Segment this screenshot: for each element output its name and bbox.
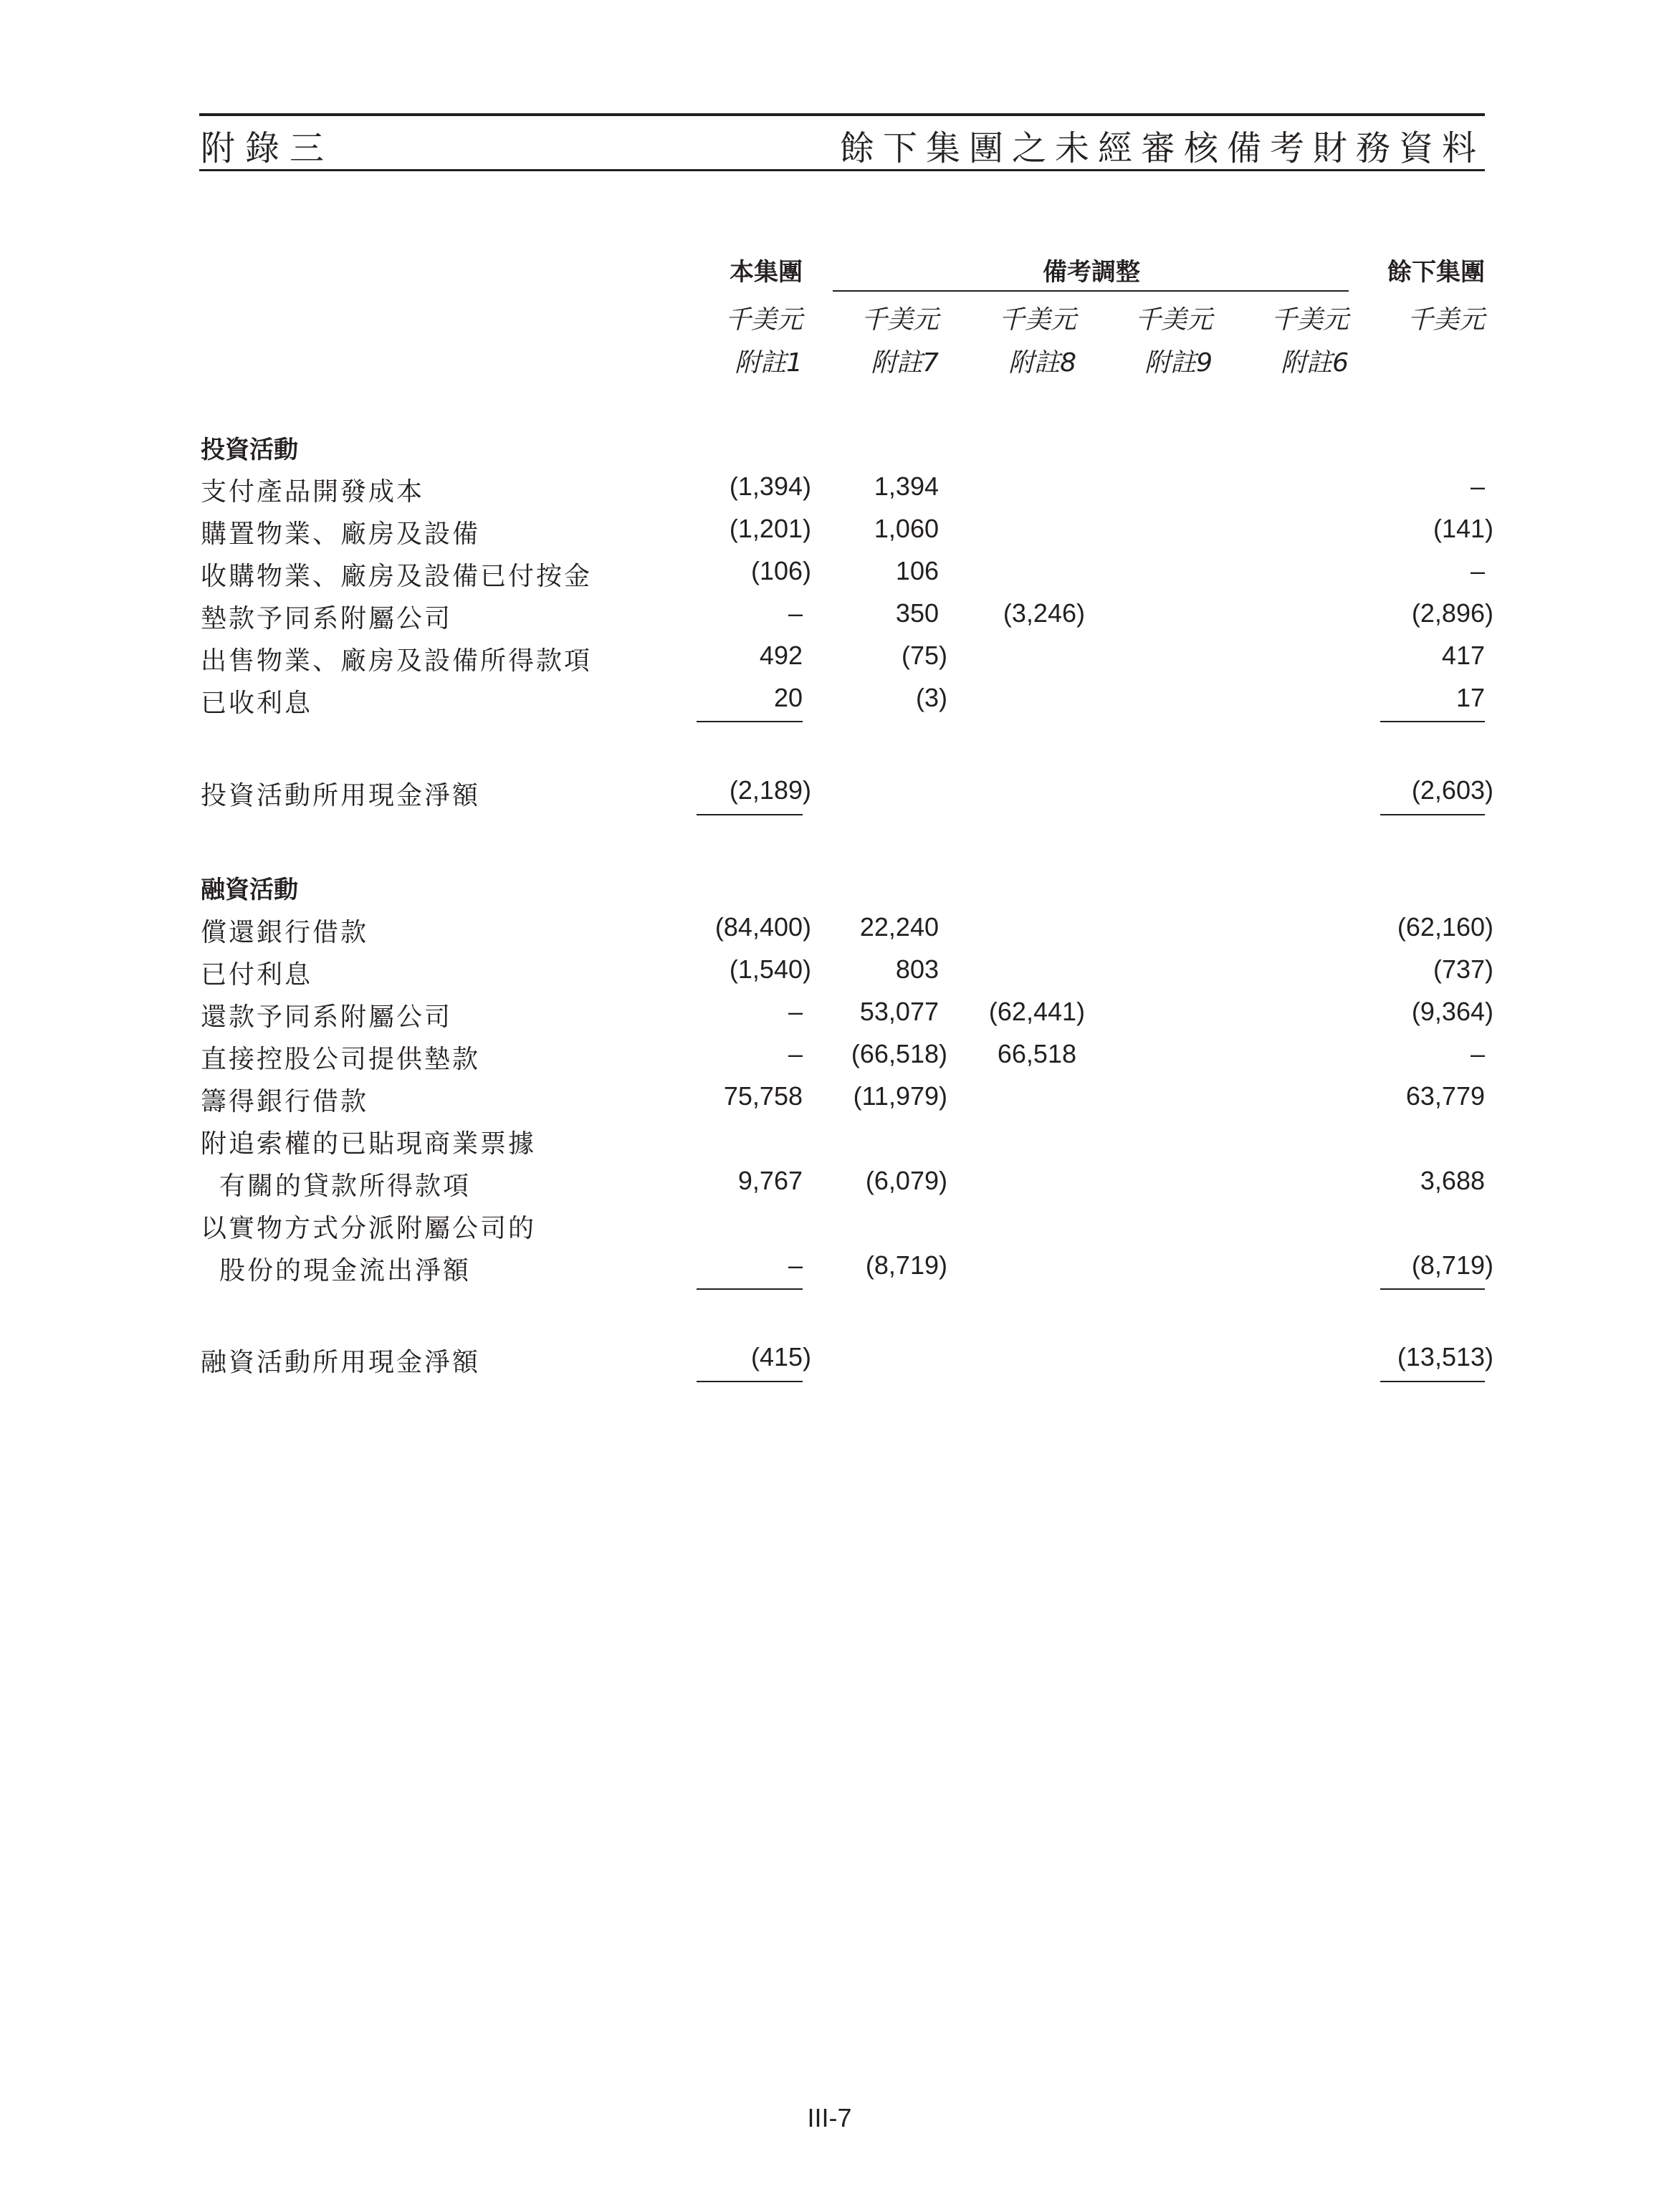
total-label: 融資活動所用現金淨額 (201, 1348, 481, 1377)
cell-remaining: (9,364) (1411, 997, 1493, 1026)
row-label: 直接控股公司提供墊款 (201, 1045, 481, 1074)
cell-note8: 66,518 (997, 1039, 1076, 1068)
cell-remaining: 3,688 (1420, 1166, 1485, 1195)
header-bottom-rule (199, 169, 1485, 171)
row-label: 籌得銀行借款 (201, 1087, 369, 1116)
cell-remaining: 63,779 (1405, 1081, 1485, 1111)
row-label: 已付利息 (201, 960, 313, 990)
cell-remaining: – (1470, 556, 1485, 585)
investing-section-title: 投資活動 (201, 436, 298, 464)
cell-group: – (788, 1039, 803, 1068)
row-label: 償還銀行借款 (201, 918, 369, 947)
cell-note7: 803 (895, 954, 939, 984)
total-rule (697, 814, 803, 815)
adjustments-rule (833, 290, 1349, 292)
total-rule (1380, 1381, 1485, 1382)
row-label: 支付產品開發成本 (201, 477, 425, 507)
cell-remaining: – (1470, 1039, 1485, 1068)
row-label: 還款予同系附屬公司 (201, 1002, 453, 1032)
cell-group: (1,394) (729, 471, 811, 501)
cell-group: (1,540) (729, 954, 811, 984)
cell-remaining: – (1470, 471, 1485, 501)
cell-note7: 22,240 (859, 912, 939, 942)
cell-group: 20 (773, 683, 803, 712)
cell-group: – (788, 1250, 803, 1280)
unit-label: 千美元 (1271, 305, 1349, 335)
row-label: 墊款予同系附屬公司 (201, 604, 453, 633)
unit-label: 千美元 (725, 305, 803, 335)
cell-group: 492 (759, 641, 803, 670)
total-rule (697, 1381, 803, 1382)
subtotal-rule (1380, 721, 1485, 722)
row-label: 出售物業、廠房及設備所得款項 (201, 646, 593, 676)
row-label: 附追索權的已貼現商業票據 (201, 1129, 537, 1159)
unit-label: 千美元 (861, 305, 939, 335)
cell-group: (1,201) (729, 514, 811, 543)
note-label: 附註1 (735, 348, 803, 378)
note-label: 附註6 (1281, 348, 1349, 378)
page-number: III-7 (807, 2103, 852, 2132)
cell-group: – (788, 997, 803, 1026)
cell-note7: (6,079) (865, 1166, 947, 1195)
cell-note7: (66,518) (851, 1039, 947, 1068)
total-group: (2,189) (729, 775, 811, 805)
cell-group: (106) (750, 556, 811, 585)
unit-label: 千美元 (1407, 305, 1485, 335)
cell-group: 75,758 (723, 1081, 803, 1111)
cell-note7: (8,719) (865, 1250, 947, 1280)
row-label: 購置物業、廠房及設備 (201, 520, 481, 549)
note-label: 附註8 (1008, 348, 1076, 378)
cell-note7: (3) (916, 683, 947, 712)
unit-label: 千美元 (1134, 305, 1213, 335)
header-top-rule (199, 113, 1485, 116)
financing-section-title: 融資活動 (201, 876, 298, 904)
row-label: 收購物業、廠房及設備已付按金 (201, 562, 593, 591)
cell-group: – (788, 598, 803, 628)
cell-note7: (11,979) (853, 1081, 947, 1111)
cell-note7: (75) (901, 641, 947, 670)
cell-note7: 106 (895, 556, 939, 585)
cell-note7: 1,394 (874, 471, 939, 501)
cell-remaining: (8,719) (1411, 1250, 1493, 1280)
cell-note7: 1,060 (874, 514, 939, 543)
note-label: 附註9 (1144, 348, 1213, 378)
section-title: 餘下集團之未經審核備考財務資料 (839, 128, 1485, 168)
adjustments-column-header: 備考調整 (1043, 258, 1140, 287)
cell-remaining: (62,160) (1397, 912, 1493, 942)
cell-note8: (62,441) (988, 997, 1085, 1026)
cell-group: (84,400) (714, 912, 811, 942)
remaining-group-column-header: 餘下集團 (1387, 258, 1485, 287)
unit-label: 千美元 (998, 305, 1076, 335)
cell-note7: 350 (895, 598, 939, 628)
cell-remaining: 417 (1441, 641, 1485, 670)
total-group: (415) (750, 1342, 811, 1371)
cell-group: 9,767 (737, 1166, 803, 1195)
group-column-header: 本集團 (730, 258, 803, 287)
total-rule (1380, 814, 1485, 815)
total-label: 投資活動所用現金淨額 (201, 781, 481, 810)
cell-note8: (3,246) (1003, 598, 1085, 628)
subtotal-rule (1380, 1288, 1485, 1290)
row-label-continued: 股份的現金流出淨額 (219, 1256, 472, 1285)
note-label: 附註7 (871, 348, 939, 378)
subtotal-rule (697, 1288, 803, 1290)
cell-remaining: (2,896) (1411, 598, 1493, 628)
subtotal-rule (697, 721, 803, 722)
row-label-continued: 有關的貸款所得款項 (219, 1172, 472, 1201)
row-label: 已收利息 (201, 689, 313, 718)
cell-note7: 53,077 (859, 997, 939, 1026)
appendix-title: 附錄三 (201, 128, 335, 168)
row-label: 以實物方式分派附屬公司的 (201, 1214, 537, 1243)
total-remaining: (13,513) (1397, 1342, 1493, 1371)
cell-remaining: 17 (1455, 683, 1485, 712)
cell-remaining: (141) (1433, 514, 1493, 543)
total-remaining: (2,603) (1411, 775, 1493, 805)
cell-remaining: (737) (1433, 954, 1493, 984)
